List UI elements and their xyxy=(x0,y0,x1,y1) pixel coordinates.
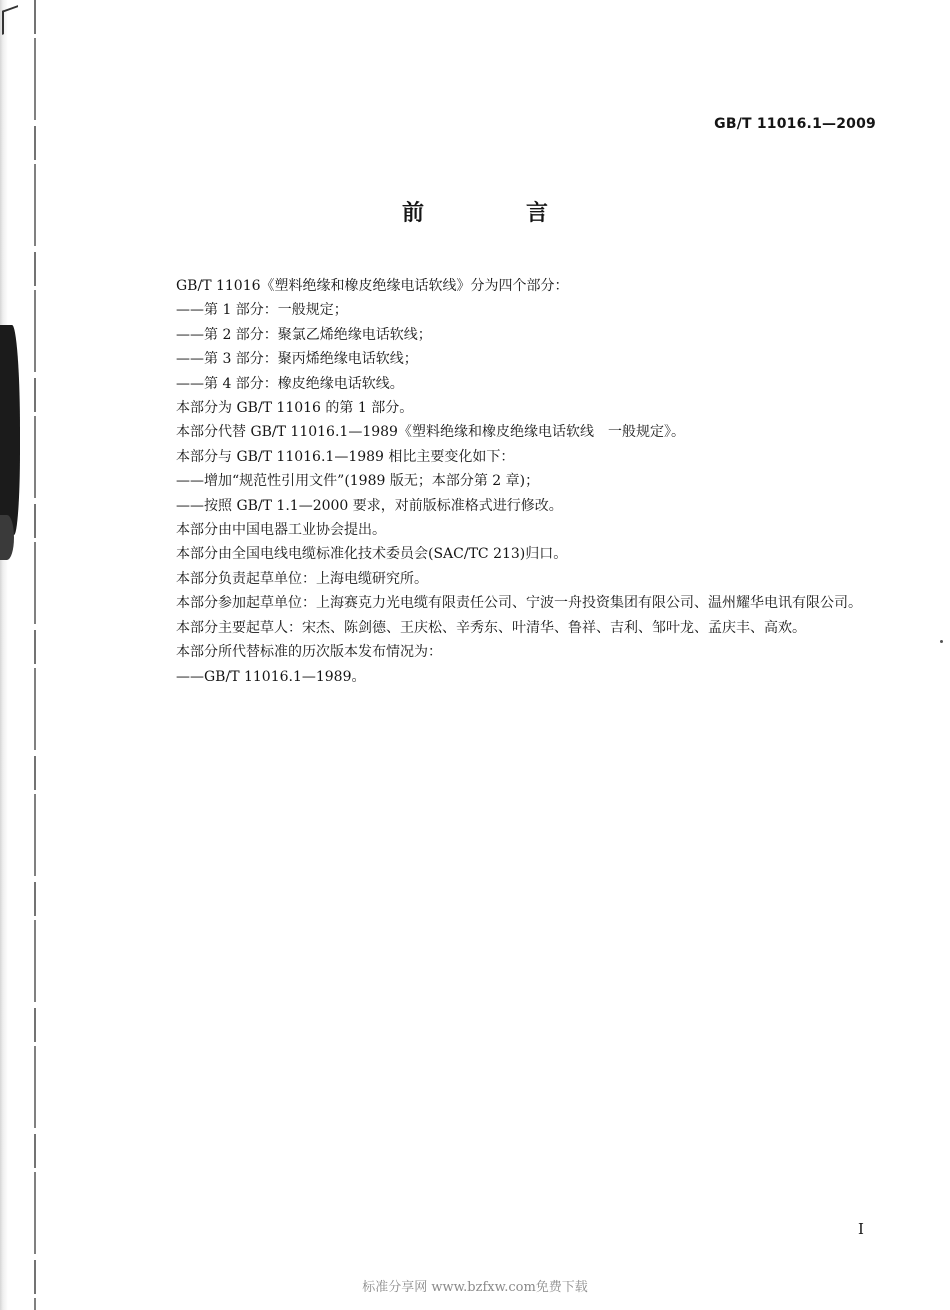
paragraph: 本部分与 GB/T 11016.1—1989 相比主要变化如下： xyxy=(176,448,515,465)
list-item: ——按照 GB/T 1.1—2000 要求，对前版标准格式进行修改。 xyxy=(176,497,563,514)
paragraph: 本部分由中国电器工业协会提出。 xyxy=(176,522,386,539)
paragraph: 本部分参加起草单位：上海赛克力光电缆有限责任公司、宁波一舟投资集团有限公司、温州耀华电讯有限公司。 xyxy=(176,595,862,612)
paragraph: 本部分由全国电线电缆标准化技术委员会(SAC/TC 213)归口。 xyxy=(176,546,568,563)
foreword-body xyxy=(148,274,878,689)
list-item: ——第 4 部分：橡皮绝缘电话软线。 xyxy=(176,375,404,392)
paragraph: GB/T 11016《塑料绝缘和橡皮绝缘电话软线》分为四个部分： xyxy=(176,278,569,294)
page-number: I xyxy=(858,1220,864,1238)
scan-artifact xyxy=(940,640,943,643)
list-item: ——第 1 部分：一般规定； xyxy=(176,302,348,319)
standard-code: GB/T 11016.1—2009 xyxy=(714,116,876,132)
list-item: ——第 2 部分：聚氯乙烯绝缘电话软线； xyxy=(176,326,432,343)
scan-artifact xyxy=(0,325,20,535)
list-item: ——第 3 部分：聚丙烯绝缘电话软线； xyxy=(176,351,418,368)
paragraph: 本部分代替 GB/T 11016.1—1989《塑料绝缘和橡皮绝缘电话软线 一般规定》。 xyxy=(176,424,685,441)
paragraph: 本部分为 GB/T 11016 的第 1 部分。 xyxy=(176,400,414,417)
page-title: 前 言 xyxy=(401,201,588,226)
scan-artifact xyxy=(0,515,14,560)
list-item: ——增加“规范性引用文件”(1989 版无；本部分第 2 章)； xyxy=(176,473,540,490)
paragraph: 本部分主要起草人：宋杰、陈剑德、王庆松、辛秀东、叶清华、鲁祥、吉利、邹叶龙、孟庆丰、高欢。 xyxy=(176,619,806,636)
watermark-footer: 标准分享网 www.bzfxw.com免费下载 xyxy=(362,1280,588,1295)
paragraph: 本部分负责起草单位：上海电缆研究所。 xyxy=(176,570,428,587)
paragraph: 本部分所代替标准的历次版本发布情况为： xyxy=(176,644,442,661)
list-item: ——GB/T 11016.1—1989。 xyxy=(176,668,366,685)
